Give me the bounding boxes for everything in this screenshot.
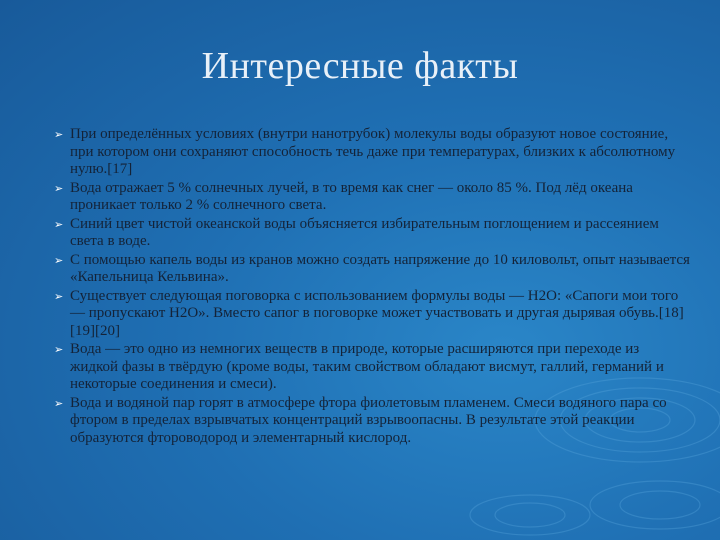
list-item	[54, 341, 690, 394]
fact-text: Синий цвет чистой океанской воды объясняется избирательным поглощением и рассеянием света в воде.	[70, 215, 659, 249]
fact-list	[54, 126, 690, 448]
arrow-bullet-icon: ➢	[54, 253, 64, 267]
list-item	[54, 288, 690, 341]
slide-title: Интересные факты	[201, 45, 519, 87]
fact-text: Вода и водяной пар горят в атмосфере фтора фиолетовым пламенем. Смеси водяного пара со фтором в пределах взрывчатых концентраций взрывоопасны. В результате этой реакции образуются фтороводород и элементарный кислород.	[70, 394, 667, 446]
arrow-bullet-icon: ➢	[54, 396, 64, 410]
list-item	[54, 180, 690, 215]
arrow-bullet-icon: ➢	[54, 343, 64, 356]
arrow-bullet-icon: ➢	[54, 181, 64, 195]
list-item	[54, 252, 690, 287]
list-item	[54, 216, 690, 251]
arrow-bullet-icon: ➢	[54, 217, 64, 231]
fact-text: С помощью капель воды из кранов можно создать напряжение до 10 киловольт, опыт называется «Капельница Кельвина».	[70, 251, 690, 285]
arrow-bullet-icon: ➢	[54, 128, 64, 141]
fact-text: Вода отражает 5 % солнечных лучей, в то время как снег — около 85 %. Под лёд океана проникает только 2 % солнечного света.	[70, 179, 633, 213]
fact-text: Вода — это одно из немногих веществ в природе, которые расширяются при переходе из жидкой фазы в твёрдую (кроме воды, таким свойством обладают висмут, галлий, германий и некоторые соединения и смеси).	[70, 341, 664, 392]
fact-text: Существует следующая поговорка с использованием формулы воды — Н2О: «Сапоги мои того — пропускают Н2О». Вместо сапог в поговорке может участвовать и другая дырявая обувь.[18][19][20]	[70, 287, 684, 339]
fact-text: При определённых условиях (внутри нанотрубок) молекулы воды образуют новое состояние, при котором они сохраняют способность течь даже при температурах, близких к абсолютному нулю.[17]	[70, 126, 676, 177]
list-item	[54, 395, 690, 448]
list-item	[54, 126, 690, 179]
arrow-bullet-icon: ➢	[54, 289, 64, 303]
